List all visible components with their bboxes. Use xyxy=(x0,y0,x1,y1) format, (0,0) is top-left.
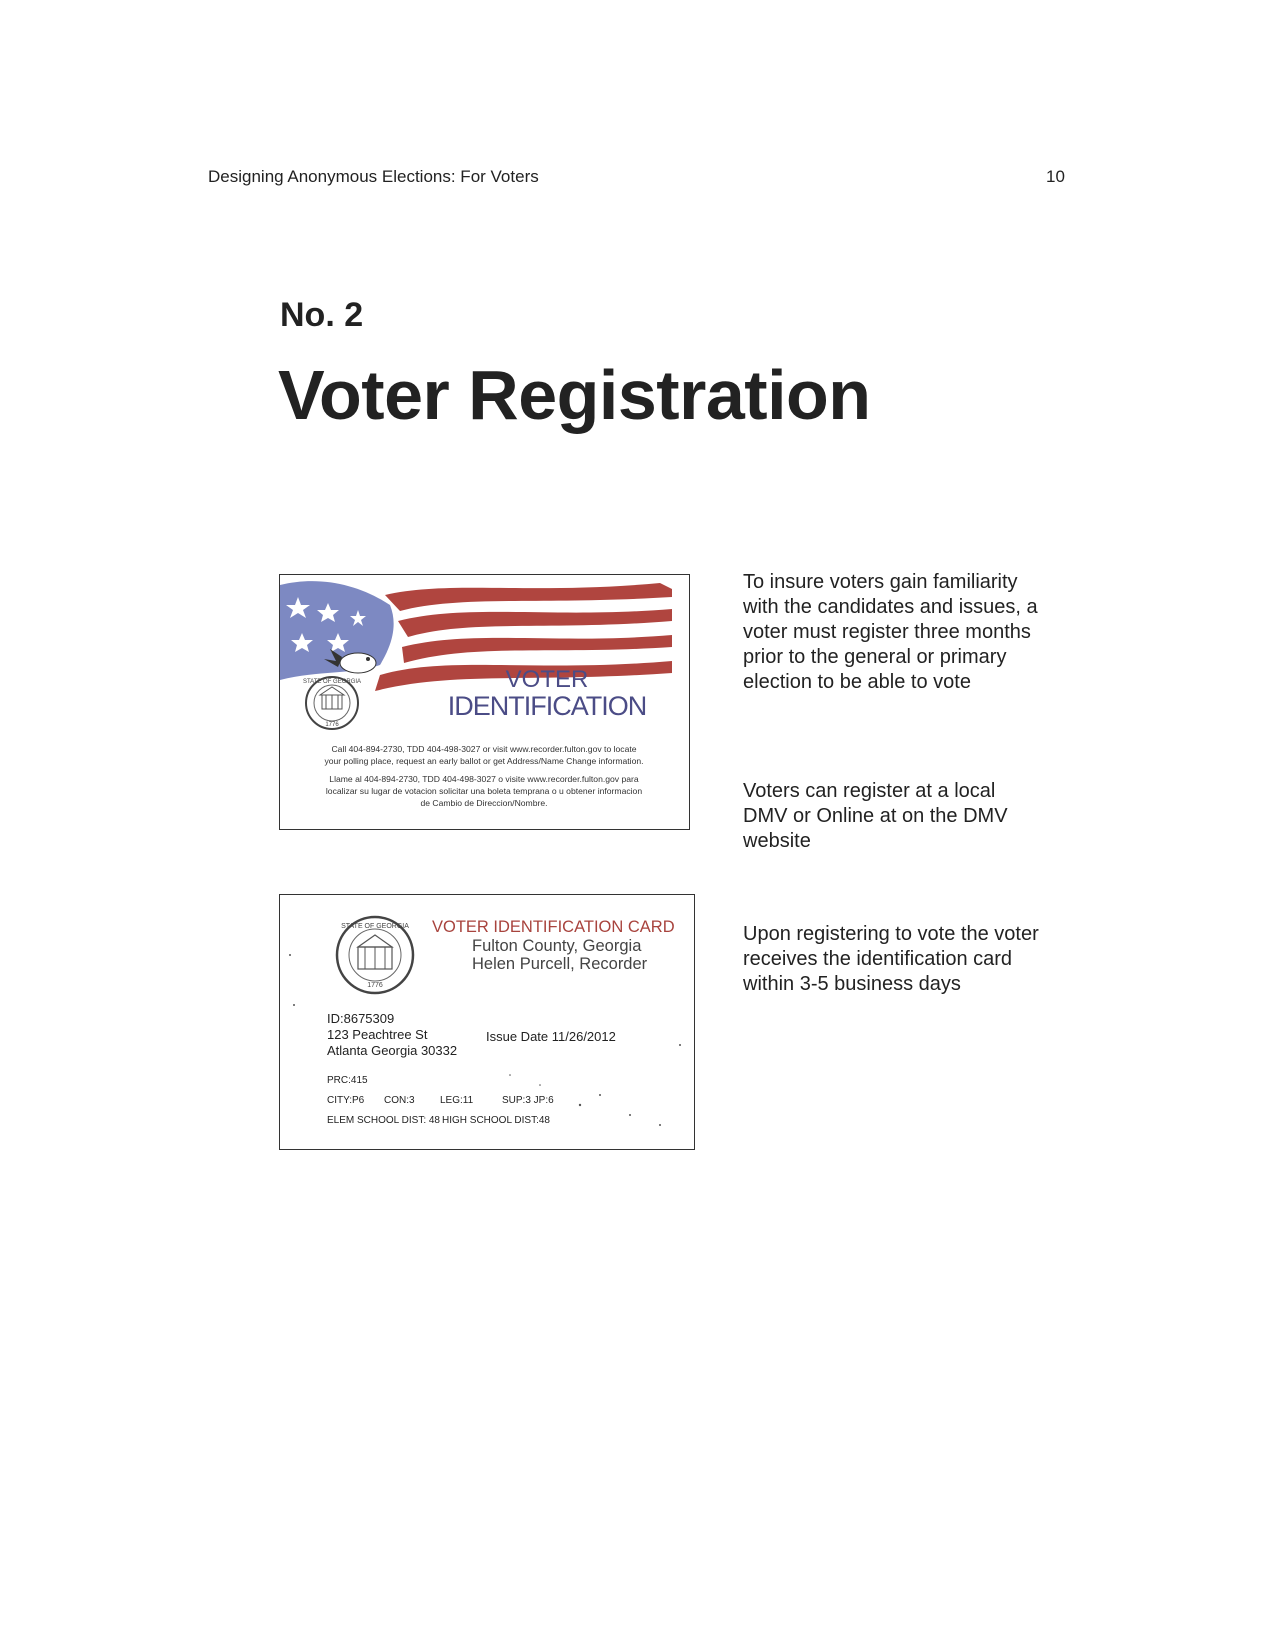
running-header-title: Designing Anonymous Elections: For Voters xyxy=(208,167,539,186)
card-info-spanish-line1: Llame al 404-894-2730, TDD 404-498-3027 o visite www.recorder.fulton.gov para xyxy=(329,774,639,784)
voter-id-card-back-graphic xyxy=(280,895,694,1149)
issue-date: Issue Date 11/26/2012 xyxy=(486,1029,616,1044)
card-info-english-line2: your polling place, request an early ballot or get Address/Name Change information. xyxy=(324,756,644,766)
voter-city-line: Atlanta Georgia 30332 xyxy=(327,1043,458,1058)
card-back-recorder: Helen Purcell, Recorder xyxy=(472,955,648,973)
card-info-english-line1: Call 404-894-2730, TDD 404-498-3027 or visit www.recorder.fulton.gov to locate xyxy=(331,744,637,754)
seal-text: STATE OF GEORGIA xyxy=(341,923,409,930)
city-district: CITY:P6 xyxy=(327,1095,365,1106)
paragraph-registration-deadline: To insure voters gain familiarity with the candidates and issues, a voter must register three months prior to the general or primary election to be able to vote xyxy=(743,571,1038,693)
legislative-district: LEG:11 xyxy=(440,1095,474,1106)
supervisor-district: SUP:3 JP:6 xyxy=(502,1095,554,1106)
voter-id-number: ID:8675309 xyxy=(327,1011,395,1026)
voter-street: 123 Peachtree St xyxy=(327,1027,428,1042)
page-number: 10 xyxy=(1046,167,1065,186)
elementary-school-district: ELEM SCHOOL DIST: 48 xyxy=(327,1115,440,1126)
voter-id-card-front-image xyxy=(279,574,690,830)
seal-text: STATE OF GEORGIA xyxy=(302,679,362,685)
card-heading-identification: IDENTIFICATION xyxy=(447,691,647,721)
card-back-title: VOTER IDENTIFICATION CARD xyxy=(432,918,675,936)
voter-id-card-back-image xyxy=(279,894,695,1150)
card-info-spanish-line2: localizar su lugar de votacion solicitar una boleta temprana o u obtener informacion xyxy=(325,786,643,796)
voter-id-card-front-graphic xyxy=(280,575,689,829)
congressional-district: CON:3 xyxy=(384,1095,415,1106)
card-heading-voter: VOTER xyxy=(505,666,589,693)
card-back-county: Fulton County, Georgia xyxy=(472,937,642,955)
seal-year: 1776 xyxy=(325,722,339,728)
card-info-spanish-line3: de Cambio de Direccion/Nombre. xyxy=(420,798,548,808)
precinct: PRC:415 xyxy=(327,1075,368,1086)
paragraph-card-delivery: Upon registering to vote the voter receives the identification card within 3-5 business days xyxy=(743,923,1039,995)
section-title: Voter Registration xyxy=(278,356,871,434)
section-number: No. 2 xyxy=(280,296,364,334)
paragraph-registration-location: Voters can register at a local DMV or Online at on the DMV website xyxy=(743,780,1008,852)
high-school-district: HIGH SCHOOL DIST:48 xyxy=(442,1115,550,1126)
seal-year: 1776 xyxy=(367,982,383,989)
